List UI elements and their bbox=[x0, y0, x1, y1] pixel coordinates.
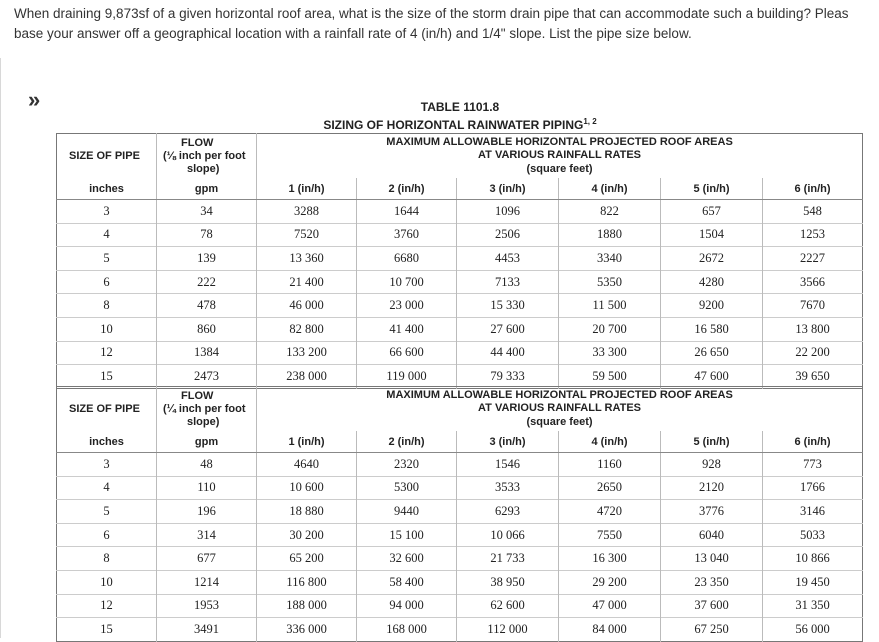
unit-header: gpm bbox=[157, 431, 257, 453]
roof-area-cell: 1096 bbox=[457, 200, 559, 224]
flow-header-line1: FLOW bbox=[181, 136, 214, 149]
roof-area-cell: 56 000 bbox=[763, 618, 863, 642]
table-row bbox=[57, 547, 863, 571]
table-row bbox=[57, 294, 863, 318]
roof-area-cell: 67 250 bbox=[661, 618, 763, 642]
unit-header: 6 (in/h) bbox=[763, 431, 863, 453]
roof-area-cell: 20 700 bbox=[559, 317, 661, 341]
flow-gpm-cell: 2473 bbox=[157, 365, 257, 389]
roof-area-cell: 1766 bbox=[763, 476, 863, 500]
question-line-1: When draining 9,873sf of a given horizontal roof area, what is the size of the storm drain pipe that can accommodate such a building? Pleas bbox=[14, 6, 849, 21]
roof-area-cell: 116 800 bbox=[257, 570, 357, 594]
roof-area-cell: 18 880 bbox=[257, 500, 357, 524]
roof-area-cell: 6040 bbox=[661, 523, 763, 547]
roof-area-cell: 1160 bbox=[559, 453, 661, 477]
roof-area-cell: 32 600 bbox=[357, 547, 457, 571]
roof-area-cell: 94 000 bbox=[357, 594, 457, 618]
roof-area-cell: 2120 bbox=[661, 476, 763, 500]
unit-header: 4 (in/h) bbox=[559, 431, 661, 453]
roof-area-cell: 1253 bbox=[763, 223, 863, 247]
pipe-size-cell: 15 bbox=[57, 365, 157, 389]
roof-area-cell: 2672 bbox=[661, 247, 763, 271]
flow-gpm-cell: 314 bbox=[157, 523, 257, 547]
flow-gpm-cell: 222 bbox=[157, 270, 257, 294]
roof-area-cell: 3566 bbox=[763, 270, 863, 294]
pipe-size-cell: 10 bbox=[57, 317, 157, 341]
roof-area-cell: 21 400 bbox=[257, 270, 357, 294]
table-row bbox=[57, 476, 863, 500]
table-row bbox=[57, 594, 863, 618]
roof-area-cell: 9440 bbox=[357, 500, 457, 524]
pipe-size-cell: 12 bbox=[57, 594, 157, 618]
roof-area-cell: 65 200 bbox=[257, 547, 357, 571]
double-chevron-right-icon[interactable]: » bbox=[28, 87, 38, 112]
roof-area-cell: 37 600 bbox=[661, 594, 763, 618]
unit-header: gpm bbox=[157, 178, 257, 200]
roof-area-cell: 112 000 bbox=[457, 618, 559, 642]
roof-area-cell: 168 000 bbox=[357, 618, 457, 642]
roof-area-cell: 59 500 bbox=[559, 365, 661, 389]
roof-area-cell: 7520 bbox=[257, 223, 357, 247]
roof-area-cell: 4453 bbox=[457, 247, 559, 271]
roof-area-cell: 82 800 bbox=[257, 317, 357, 341]
table-header-row bbox=[57, 387, 863, 432]
table-subtitle bbox=[300, 117, 620, 132]
pipe-size-cell: 8 bbox=[57, 547, 157, 571]
roof-area-cell: 6293 bbox=[457, 500, 559, 524]
max-header-line3: (square feet) bbox=[526, 415, 593, 428]
roof-area-cell: 1880 bbox=[559, 223, 661, 247]
table-header-row bbox=[57, 134, 863, 179]
flow-header-line1: FLOW bbox=[181, 389, 214, 402]
unit-header: 5 (in/h) bbox=[661, 178, 763, 200]
flow-header-line2: (¼ inch per foot bbox=[163, 402, 246, 415]
roof-area-cell: 3340 bbox=[559, 247, 661, 271]
pipe-size-cell: 5 bbox=[57, 247, 157, 271]
roof-area-cell: 84 000 bbox=[559, 618, 661, 642]
table-row bbox=[57, 200, 863, 224]
table-row bbox=[57, 223, 863, 247]
pipe-size-cell: 3 bbox=[57, 453, 157, 477]
roof-area-cell: 3288 bbox=[257, 200, 357, 224]
flow-gpm-cell: 78 bbox=[157, 223, 257, 247]
max-header-line1: MAXIMUM ALLOWABLE HORIZONTAL PROJECTED ROOF AREAS bbox=[386, 388, 733, 401]
roof-area-cell: 6680 bbox=[357, 247, 457, 271]
roof-area-cell: 3533 bbox=[457, 476, 559, 500]
roof-area-cell: 1546 bbox=[457, 453, 559, 477]
question-line-2: base your answer off a geographical location with a rainfall rate of 4 (in/h) and 1/4" slope. List the pipe size below. bbox=[14, 26, 692, 41]
flow-gpm-cell: 860 bbox=[157, 317, 257, 341]
roof-area-cell: 33 300 bbox=[559, 341, 661, 365]
roof-area-cell: 27 600 bbox=[457, 317, 559, 341]
pipe-size-cell: 6 bbox=[57, 270, 157, 294]
roof-area-cell: 30 200 bbox=[257, 523, 357, 547]
pipe-size-cell: 8 bbox=[57, 294, 157, 318]
table-row bbox=[57, 570, 863, 594]
roof-area-cell: 5033 bbox=[763, 523, 863, 547]
unit-header: inches bbox=[57, 178, 157, 200]
flow-gpm-cell: 139 bbox=[157, 247, 257, 271]
roof-area-cell: 11 500 bbox=[559, 294, 661, 318]
flow-header bbox=[157, 134, 257, 179]
flow-gpm-cell: 1953 bbox=[157, 594, 257, 618]
flow-gpm-cell: 48 bbox=[157, 453, 257, 477]
flow-gpm-cell: 34 bbox=[157, 200, 257, 224]
roof-area-cell: 47 000 bbox=[559, 594, 661, 618]
table-row bbox=[57, 500, 863, 524]
roof-area-cell: 16 580 bbox=[661, 317, 763, 341]
roof-area-cell: 3776 bbox=[661, 500, 763, 524]
unit-header: inches bbox=[57, 431, 157, 453]
table-row bbox=[57, 247, 863, 271]
roof-area-cell: 1504 bbox=[661, 223, 763, 247]
roof-area-cell: 7670 bbox=[763, 294, 863, 318]
roof-area-cell: 13 360 bbox=[257, 247, 357, 271]
roof-area-cell: 13 040 bbox=[661, 547, 763, 571]
pipe-size-cell: 4 bbox=[57, 476, 157, 500]
roof-area-cell: 238 000 bbox=[257, 365, 357, 389]
pipe-size-cell: 6 bbox=[57, 523, 157, 547]
roof-area-cell: 4640 bbox=[257, 453, 357, 477]
table-row bbox=[57, 317, 863, 341]
unit-header: 5 (in/h) bbox=[661, 431, 763, 453]
table-row bbox=[57, 523, 863, 547]
roof-area-cell: 2320 bbox=[357, 453, 457, 477]
roof-area-cell: 39 650 bbox=[763, 365, 863, 389]
roof-area-cell: 657 bbox=[661, 200, 763, 224]
max-header-line2: AT VARIOUS RAINFALL RATES bbox=[478, 149, 642, 162]
pipe-sizing-table-quarter-slope bbox=[56, 386, 863, 642]
pipe-size-cell: 15 bbox=[57, 618, 157, 642]
roof-area-cell: 822 bbox=[559, 200, 661, 224]
roof-area-cell: 41 400 bbox=[357, 317, 457, 341]
roof-area-cell: 38 950 bbox=[457, 570, 559, 594]
roof-area-cell: 3760 bbox=[357, 223, 457, 247]
flow-header-line2: (⅛ inch per foot bbox=[163, 149, 246, 162]
roof-area-cell: 773 bbox=[763, 453, 863, 477]
roof-area-cell: 10 700 bbox=[357, 270, 457, 294]
roof-area-cell: 1644 bbox=[357, 200, 457, 224]
table-row bbox=[57, 453, 863, 477]
roof-area-cell: 2506 bbox=[457, 223, 559, 247]
flow-gpm-cell: 1384 bbox=[157, 341, 257, 365]
table-title: TABLE 1101.8 bbox=[420, 100, 500, 114]
unit-header: 2 (in/h) bbox=[357, 178, 457, 200]
roof-area-cell: 62 600 bbox=[457, 594, 559, 618]
flow-gpm-cell: 3491 bbox=[157, 618, 257, 642]
roof-area-cell: 13 800 bbox=[763, 317, 863, 341]
unit-header: 1 (in/h) bbox=[257, 178, 357, 200]
unit-header: 2 (in/h) bbox=[357, 431, 457, 453]
flow-header bbox=[157, 387, 257, 432]
roof-area-cell: 16 300 bbox=[559, 547, 661, 571]
unit-header: 6 (in/h) bbox=[763, 178, 863, 200]
max-roof-area-header bbox=[257, 134, 863, 179]
pipe-sizing-table-eighth-slope bbox=[56, 133, 863, 389]
roof-area-cell: 23 350 bbox=[661, 570, 763, 594]
roof-area-cell: 3146 bbox=[763, 500, 863, 524]
roof-area-cell: 4280 bbox=[661, 270, 763, 294]
table-row bbox=[57, 270, 863, 294]
unit-header: 4 (in/h) bbox=[559, 178, 661, 200]
pipe-size-cell: 3 bbox=[57, 200, 157, 224]
roof-area-cell: 5300 bbox=[357, 476, 457, 500]
roof-area-cell: 2650 bbox=[559, 476, 661, 500]
table-subtitle-footnote: 1, 2 bbox=[583, 117, 597, 126]
roof-area-cell: 19 450 bbox=[763, 570, 863, 594]
units-row bbox=[57, 178, 863, 200]
roof-area-cell: 29 200 bbox=[559, 570, 661, 594]
roof-area-cell: 47 600 bbox=[661, 365, 763, 389]
roof-area-cell: 188 000 bbox=[257, 594, 357, 618]
roof-area-cell: 58 400 bbox=[357, 570, 457, 594]
flow-header-line3: slope) bbox=[187, 415, 220, 428]
roof-area-cell: 10 066 bbox=[457, 523, 559, 547]
flow-header-line3: slope) bbox=[187, 162, 220, 175]
roof-area-cell: 133 200 bbox=[257, 341, 357, 365]
pipe-size-cell: 12 bbox=[57, 341, 157, 365]
pipe-size-cell: 10 bbox=[57, 570, 157, 594]
roof-area-cell: 15 330 bbox=[457, 294, 559, 318]
size-of-pipe-header: SIZE OF PIPE bbox=[69, 150, 140, 162]
table-subtitle-text: SIZING OF HORIZONTAL RAINWATER PIPING bbox=[323, 118, 584, 132]
roof-area-cell: 548 bbox=[763, 200, 863, 224]
roof-area-cell: 31 350 bbox=[763, 594, 863, 618]
max-header-line3: (square feet) bbox=[526, 162, 593, 175]
roof-area-cell: 336 000 bbox=[257, 618, 357, 642]
roof-area-cell: 21 733 bbox=[457, 547, 559, 571]
roof-area-cell: 23 000 bbox=[357, 294, 457, 318]
flow-gpm-cell: 677 bbox=[157, 547, 257, 571]
roof-area-cell: 79 333 bbox=[457, 365, 559, 389]
roof-area-cell: 26 650 bbox=[661, 341, 763, 365]
units-row bbox=[57, 431, 863, 453]
roof-area-cell: 15 100 bbox=[357, 523, 457, 547]
pipe-size-cell: 5 bbox=[57, 500, 157, 524]
roof-area-cell: 2227 bbox=[763, 247, 863, 271]
roof-area-cell: 22 200 bbox=[763, 341, 863, 365]
roof-area-cell: 10 600 bbox=[257, 476, 357, 500]
unit-header: 3 (in/h) bbox=[457, 178, 559, 200]
roof-area-cell: 9200 bbox=[661, 294, 763, 318]
size-of-pipe-header: SIZE OF PIPE bbox=[69, 403, 140, 415]
roof-area-cell: 66 600 bbox=[357, 341, 457, 365]
table-row bbox=[57, 365, 863, 389]
roof-area-cell: 10 866 bbox=[763, 547, 863, 571]
max-header-line2: AT VARIOUS RAINFALL RATES bbox=[478, 402, 642, 415]
flow-gpm-cell: 196 bbox=[157, 500, 257, 524]
roof-area-cell: 7550 bbox=[559, 523, 661, 547]
unit-header: 1 (in/h) bbox=[257, 431, 357, 453]
pipe-size-cell: 4 bbox=[57, 223, 157, 247]
roof-area-cell: 119 000 bbox=[357, 365, 457, 389]
max-header-line1: MAXIMUM ALLOWABLE HORIZONTAL PROJECTED ROOF AREAS bbox=[386, 135, 733, 148]
roof-area-cell: 7133 bbox=[457, 270, 559, 294]
roof-area-cell: 44 400 bbox=[457, 341, 559, 365]
unit-header: 3 (in/h) bbox=[457, 431, 559, 453]
roof-area-cell: 46 000 bbox=[257, 294, 357, 318]
flow-gpm-cell: 478 bbox=[157, 294, 257, 318]
max-roof-area-header bbox=[257, 387, 863, 432]
question-text bbox=[14, 4, 879, 44]
roof-area-cell: 4720 bbox=[559, 500, 661, 524]
roof-area-cell: 928 bbox=[661, 453, 763, 477]
roof-area-cell: 5350 bbox=[559, 270, 661, 294]
table-row bbox=[57, 341, 863, 365]
flow-gpm-cell: 110 bbox=[157, 476, 257, 500]
flow-gpm-cell: 1214 bbox=[157, 570, 257, 594]
